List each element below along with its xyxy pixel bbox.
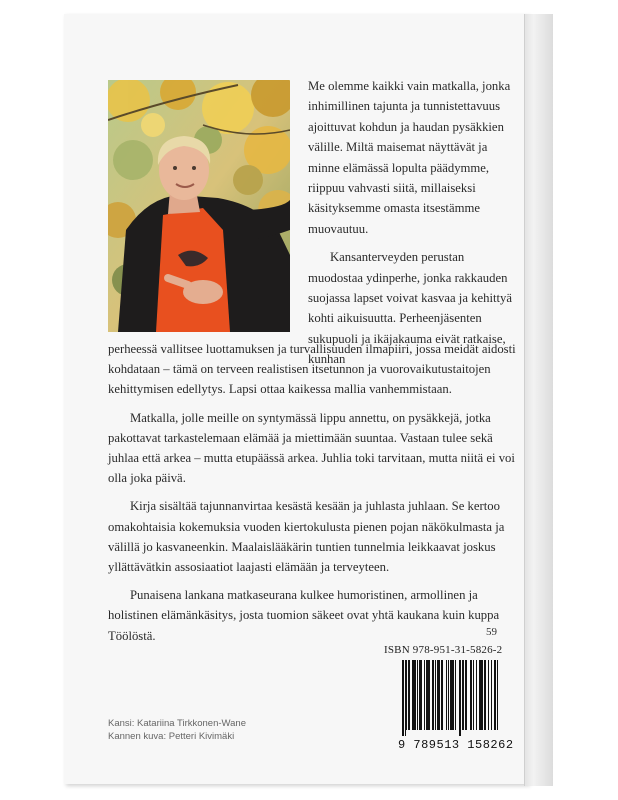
barcode-bar — [453, 660, 454, 730]
barcode-bar — [426, 660, 428, 730]
barcode-bar — [446, 660, 447, 730]
barcode-bar — [484, 660, 485, 730]
book-spine — [524, 14, 553, 786]
barcode-bar — [462, 660, 464, 730]
barcode-bar — [435, 660, 436, 730]
barcode-bar — [466, 660, 467, 730]
barcode-bar — [473, 660, 474, 730]
barcode-bar — [412, 660, 413, 730]
barcode-bar — [465, 660, 466, 730]
barcode-bar — [402, 660, 404, 736]
intro-paragraph-1: Me olemme kaikki vain matkalla, jonka inhimillinen tajunta ja tunnistettavuus ajoittuvat kohdun ja haudan pysäkkien välille. Miltä maisemat näyttävät ja minne elämässä lopulta päädymme, riippuu vahvasti siitä, millaiseksi käsityksemme omasta itsestämme muovautuu. — [308, 79, 511, 236]
barcode-bar — [497, 660, 498, 730]
barcode-bar — [408, 660, 410, 730]
page-number: 59 — [486, 626, 497, 638]
cover-credit: Kansi: Katariina Tirkkonen-Wane — [108, 718, 246, 729]
barcode-bar — [495, 660, 496, 730]
barcode-bar — [480, 660, 482, 730]
barcode-bar — [470, 660, 471, 730]
barcode-number: 9 789513 158262 — [398, 738, 514, 752]
barcode-bar — [417, 660, 418, 730]
photo-credit: Kannen kuva: Petteri Kivimäki — [108, 731, 235, 742]
body-paragraph-3: Punaisena lankana matkaseurana kulkee humoristinen, armollinen ja holistinen elämänkäsitys, josta tuomion säkeet ovat yhtä kaukana kuin kuppa Töölöstä. — [108, 588, 500, 643]
barcode — [400, 660, 498, 736]
barcode-bar — [460, 660, 461, 736]
barcode-bar — [406, 660, 407, 730]
barcode-bar — [442, 660, 443, 730]
barcode-bar — [432, 660, 434, 730]
barcode-bar — [491, 660, 492, 730]
body-paragraph-1: Matkalla, jolle meille on syntymässä lippu annettu, on pysäkkejä, jotka pakottavat tarkastelemaan elämää ja miettimään suuntaa. Vastaan tulee sekä juhlaa että arkea – mutta etupäässä arkea. Juhlia toki tarvitaan, mutta niitä ei voi olla joka päivä. — [108, 410, 515, 486]
barcode-bar — [485, 660, 486, 730]
barcode-bar — [413, 660, 414, 730]
barcode-bar — [429, 660, 430, 730]
barcode-bar — [479, 660, 480, 730]
barcode-bar — [459, 660, 460, 736]
credits — [108, 717, 246, 743]
barcode-bar — [494, 660, 495, 730]
intro-text — [308, 76, 520, 370]
barcode-bar — [428, 660, 429, 730]
barcode-bar — [405, 660, 406, 736]
intro-paragraph-2: Kansanterveyden perustan muodostaa ydinperhe, jonka rakkauden suojassa lapset voivat kasvaa ja kehittyä kohti aikuisuutta. Perheenjäsenten sukupuoli ja ikäjakauma eivät ratkaise, kunhan — [308, 250, 512, 367]
barcode-bar — [424, 660, 425, 730]
barcode-bar — [420, 660, 422, 730]
body-text — [108, 339, 520, 646]
barcode-bar — [452, 660, 453, 730]
barcode-bar — [450, 660, 452, 730]
barcode-bar — [419, 660, 420, 730]
barcode-bar — [438, 660, 440, 730]
author-photo — [108, 80, 290, 332]
barcode-bar — [482, 660, 483, 730]
barcode-bar — [448, 660, 449, 730]
barcode-bar — [488, 660, 489, 730]
continuation-paragraph: perheessä vallitsee luottamuksen ja turvallisuuden ilmapiiri, jossa meidät aidosti kohdataan – tämä on terveen realistisen itsetunnon ja vuorovaikutustaitojen kehittymisen edellytys. Lapsi ottaa kaikessa mallia vanhemmistaan. — [108, 342, 516, 397]
barcode-bar — [414, 660, 416, 730]
barcode-bar — [441, 660, 442, 730]
barcode-bar — [437, 660, 438, 730]
body-paragraph-2: Kirja sisältää tajunnanvirtaa kesästä kesään ja juhlasta juhlaan. Se kertoo omakohtaisia kokemuksia vuoden kiertokulusta pienen pojan näkökulmasta ja välillä jo kasvaneenkin. Maalaislääkärin tuntien tunnelmia leikkaavat joskus yllättävätkin assosiaatiot laajasti elämään ja terveyteen. — [108, 499, 505, 575]
barcode-bar — [476, 660, 477, 730]
isbn-label: ISBN 978-951-31-5826-2 — [384, 644, 503, 656]
barcode-bar — [471, 660, 472, 730]
barcode-bar — [455, 660, 456, 730]
